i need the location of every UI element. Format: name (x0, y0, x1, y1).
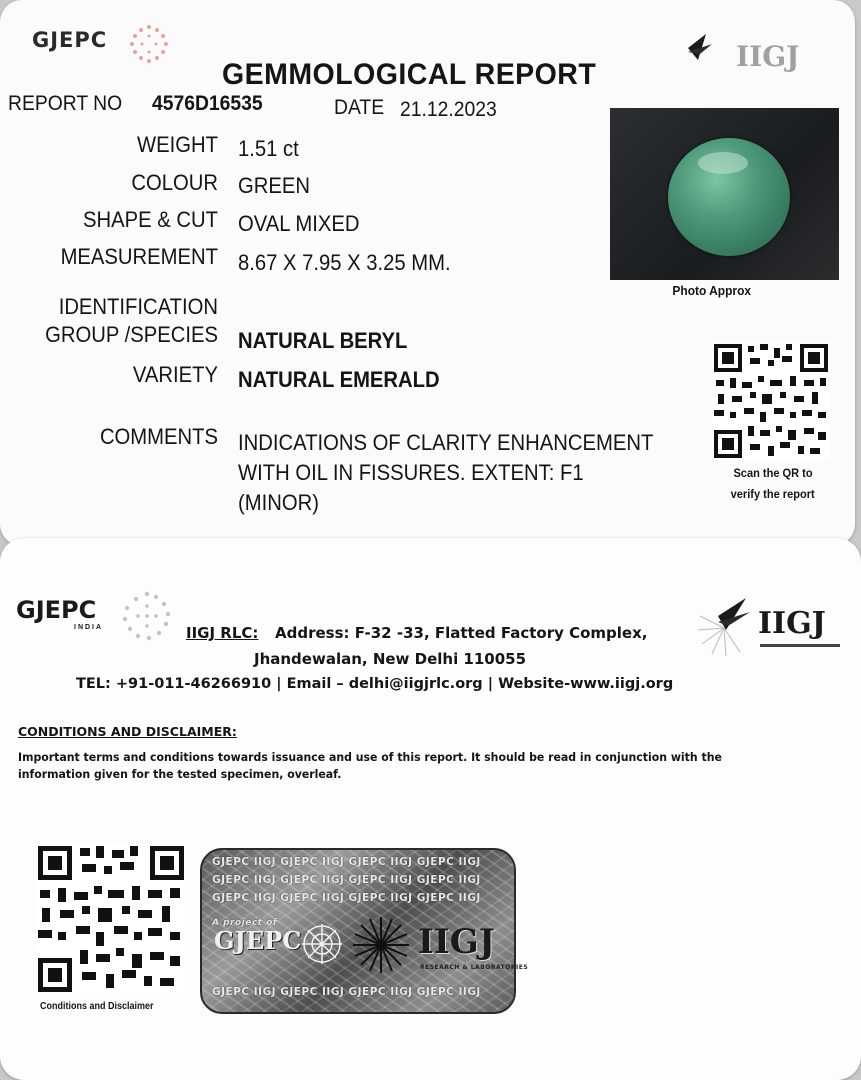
field-label: SHAPE & CUT (83, 207, 218, 232)
address-line: Address: F-32 -33, Flatted Factory Complex, (275, 624, 648, 642)
qr-caption-line: Scan the QR to (733, 466, 813, 480)
date-value: 21.12.2023 (400, 98, 497, 121)
hologram-project-text: A project of (212, 918, 278, 928)
comments-label: COMMENTS (99, 424, 218, 449)
hologram-text-row: GJEPC IIGJ GJEPC IIGJ GJEPC IIGJ GJEPC IIGJ (212, 986, 481, 998)
field-value: GREEN (238, 173, 310, 198)
gem-photo (610, 108, 839, 280)
group-value: NATURAL BERYL (238, 328, 408, 353)
field-label: MEASUREMENT (60, 244, 218, 269)
hologram-emblem-icon (300, 922, 344, 966)
address-line: Jhandewalan, New Delhi 110055 (254, 650, 527, 668)
conditions-qr-code-icon[interactable] (36, 844, 186, 994)
report-no-value: 4576D16535 (152, 92, 263, 115)
date-label: DATE (334, 96, 385, 119)
security-hologram (200, 848, 529, 1014)
hologram-text-row: GJEPC IIGJ GJEPC IIGJ GJEPC IIGJ GJEPC IIGJ (212, 856, 481, 868)
iigj-star-icon (676, 30, 720, 74)
iigj-logo-underline (760, 644, 840, 647)
comments-line: (MINOR) (238, 490, 319, 515)
hologram-text-row: GJEPC IIGJ GJEPC IIGJ GJEPC IIGJ GJEPC IIGJ (212, 892, 481, 904)
gjepc-logo-sub: INDIA (74, 624, 104, 631)
comments-line: WITH OIL IN FISSURES. EXTENT: F1 (238, 460, 584, 485)
field-label: COLOUR (131, 170, 218, 195)
gjepc-emblem-icon (124, 22, 174, 68)
report-title: GEMMOLOGICAL REPORT (222, 58, 597, 91)
identification-label: IDENTIFICATION (58, 294, 218, 319)
group-label: GROUP /SPECIES (45, 322, 219, 347)
hologram-iigj-logo: IIGJ (418, 922, 495, 962)
iigj-logo-text: IIGJ (736, 40, 800, 73)
hologram-iigj-sub: RESEARCH & LABORATORIES (420, 964, 529, 971)
photo-caption: Photo Approx (672, 283, 752, 298)
comments-line: INDICATIONS OF CLARITY ENHANCEMENT (238, 430, 654, 455)
hologram-starburst-icon (352, 916, 410, 974)
report-no-label: REPORT NO (8, 92, 123, 115)
contact-line: TEL: +91-011-46266910 | Email – delhi@iigjrlc.org | Website-www.iigj.org (76, 676, 674, 692)
address-label: IIGJ RLC: (186, 624, 259, 642)
variety-value: NATURAL EMERALD (238, 367, 440, 392)
gjepc-logo-text: GJEPC (32, 28, 108, 52)
variety-label: VARIETY (132, 362, 218, 387)
hologram-text-row: GJEPC IIGJ GJEPC IIGJ GJEPC IIGJ GJEPC IIGJ (212, 874, 481, 886)
field-value: OVAL MIXED (238, 211, 360, 236)
gjepc-emblem-icon (120, 590, 174, 644)
emerald-gem-image (668, 138, 790, 256)
iigj-star-icon (696, 596, 754, 658)
iigj-logo-text: IIGJ (758, 606, 826, 641)
field-value: 8.67 X 7.95 X 3.25 MM. (238, 250, 451, 275)
conditions-qr-caption: Conditions and Disclaimer (40, 1001, 154, 1012)
field-value: 1.51 ct (238, 136, 299, 161)
qr-caption-line: verify the report (730, 487, 815, 501)
field-label: WEIGHT (137, 132, 218, 157)
conditions-text: Important terms and conditions towards issuance and use of this report. It should be read in conjunction with the information given for the tested specimen, overleaf. (18, 750, 722, 781)
verify-qr-code-icon[interactable] (712, 342, 830, 460)
conditions-heading: CONDITIONS AND DISCLAIMER: (18, 724, 237, 739)
hologram-gjepc-logo: GJEPC (214, 926, 302, 955)
gjepc-logo-text: GJEPC (16, 596, 97, 624)
report-back-card (0, 538, 861, 1080)
